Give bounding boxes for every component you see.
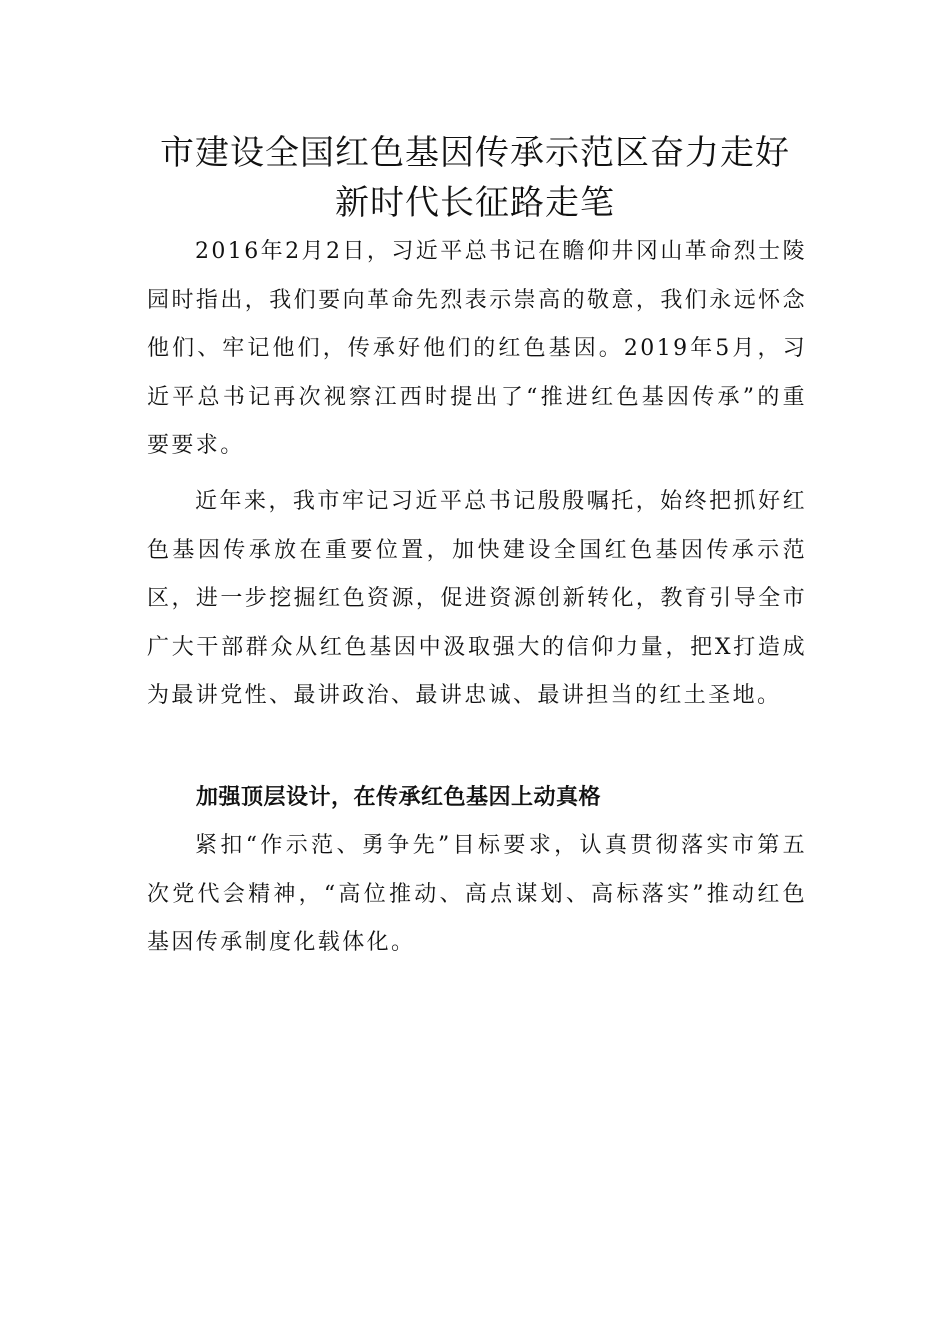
paragraph-recent-years: 近年来，我市牢记习近平总书记殷殷嘱托，始终把抓好红色基因传承放在重要位置，加快建设全国红色基因传承示范区，进一步挖掘红色资源，促进资源创新转化，教育引导全市广大干部群众从红色基因中汲取强大的信仰力量，把X打造成为最讲党性、最讲政治、最讲忠诚、最讲担当的红土圣地。 — [147, 489, 807, 708]
paragraph-section-body: 紧扣“作示范、勇争先”目标要求，认真贯彻落实市第五次党代会精神，“高位推动、高点谋划、高标落实”推动红色基因传承制度化载体化。 — [147, 833, 807, 955]
paragraph-intro: 2016年2月2日，习近平总书记在瞻仰井冈山革命烈士陵园时指出，我们要向革命先烈表示崇高的敬意，我们永远怀念他们、牢记他们，传承好他们的红色基因。2019年5月，习近平总书记再次视察江西时提出了“推进红色基因传承”的重要要求。 — [147, 239, 807, 458]
document-title-line-2: 新时代长征路走笔 — [335, 183, 615, 223]
document-title-line-1: 市建设全国红色基因传承示范区奋力走好 — [160, 133, 790, 173]
section-heading: 加强顶层设计，在传承红色基因上动真格 — [196, 785, 602, 810]
